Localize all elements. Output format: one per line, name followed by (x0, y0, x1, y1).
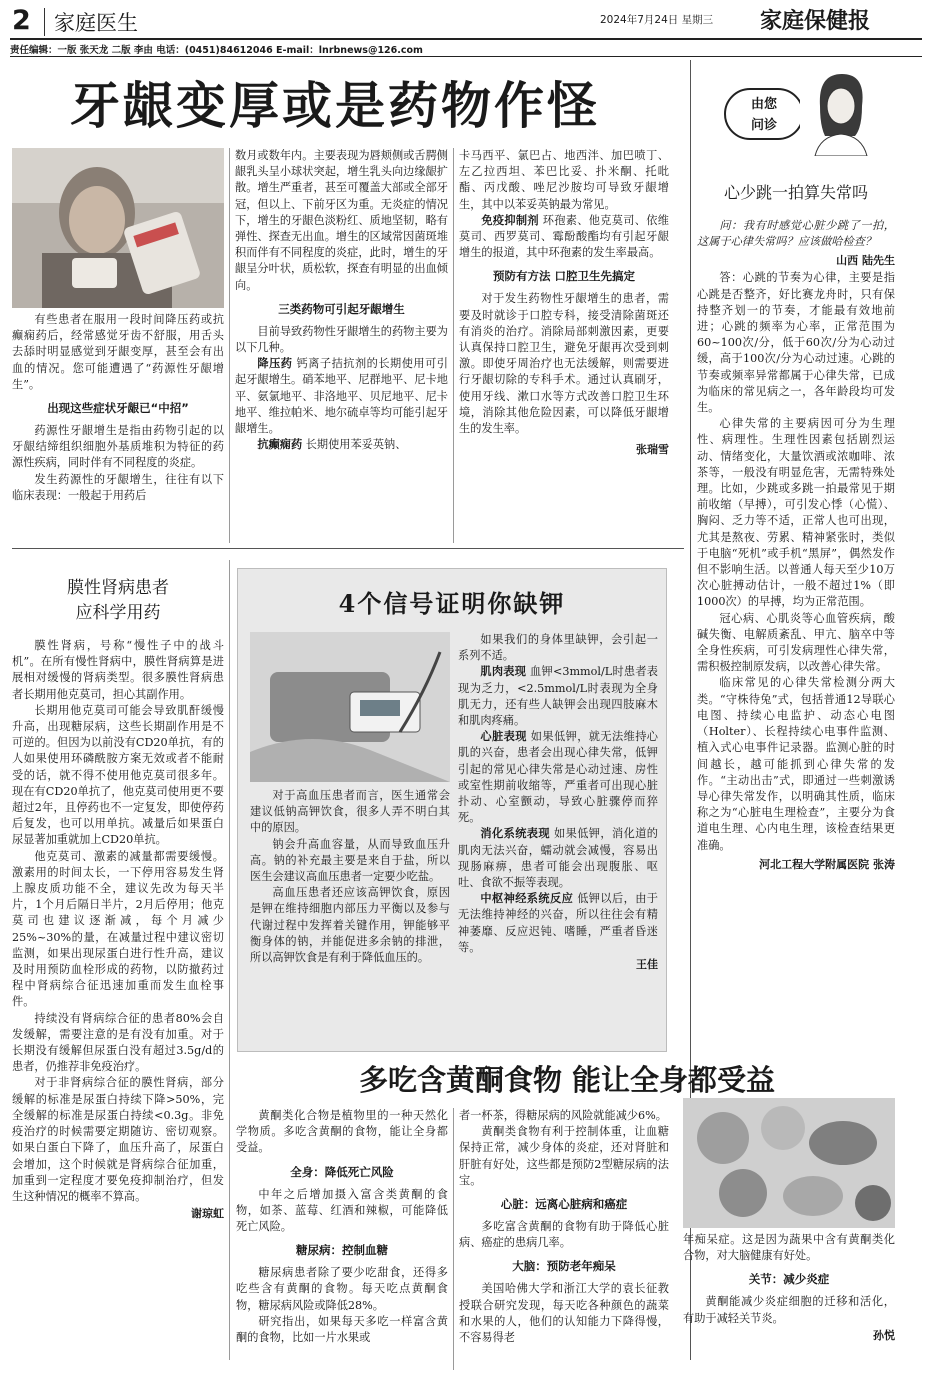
editor-info: 责任编辑：一版 张天龙 二版 李由 电话：(0451)84612046 E-mail：lnrbnews@126.com (10, 45, 423, 56)
paragraph: 答：心跳的节奏为心律，主要是指心跳是否整齐，好比赛龙舟时，只有保持整齐划一的节奏，才能最有效地前进；心跳的频率为心率，正常范围为60~100次/分，低于60次/分为心动过缓，高于100次/分为心动过速。心跳的节奏或频率异常都属于心律失常，已成为临床的常见病之一，各年龄段均可发生。 (697, 271, 895, 415)
paragraph: 持续没有肾病综合征的患者80%会自发缓解，需要注意的是有没有加重。对于长期没有缓解但尿蛋白没有超过3.5g/d的患者，仍推荐非免疫治疗。 (12, 1011, 224, 1074)
paragraph-text: 长期使用苯妥英钠、 (302, 438, 407, 452)
paragraph: 卡马西平、氯巴占、地西泮、加巴喷丁、左乙拉西坦、苯巴比妥、扑米酮、托吡酯、丙戊酸、唑尼沙胺均可导致牙龈增生，其中以苯妥英钠最为常见。 (459, 149, 669, 211)
paragraph: 临床常见的心律失常检测分两大类。“守株待兔”式，包括普通12导联心电图、持续心电监护、动态心电图（Holter）、长程持续心电事件监测、植入式心电事件记录器。监测心脏的时间越长，越可能抓到心律失常的发作。“主动出击”式，即通过一些刺激诱导心律失常发作，以明确其性质，临床称之为“心脏电生理检查”，主要分为食道电生理、心内电生理，该检查结果更准确。 (697, 676, 895, 852)
paragraph: 者一杯茶，得糖尿病的风险就能减少6%。 (459, 1109, 667, 1122)
subheading: 糖尿病：控制血糖 (296, 1243, 388, 1258)
blood-pressure-photo (250, 632, 450, 782)
badge-line: 问诊 (750, 118, 777, 133)
article-author: 孙悦 (873, 1328, 895, 1342)
article-column (459, 1108, 669, 1370)
paragraph: 对于非肾病综合征的膜性肾病，部分缓解的标准是尿蛋白持续下降>50%，完全缓解的标准是尿蛋白持续<0.3g。非免疫治疗的时候需要定期随访、密切观察。如果白蛋白下降了，血压升高了，尿蛋白会增加，这个时候就是肾病综合征加重，加重到一定程度才要免疫抑制治疗，但发生这种情况的概率不算高。 (12, 1076, 224, 1203)
paragraph: 糖尿病患者除了要少吃甜食，还得多吃些含有黄酮的食物。每天吃点黄酮食物，糖尿病风险或降低28%。 (236, 1266, 448, 1312)
paragraph: 膜性肾病，号称“慢性子中的战斗机”。在所有慢性肾病中，膜性肾病算是进展相对缓慢的肾病类型。很多膜性肾病患者长期用他克莫司，担心其副作用。 (12, 639, 224, 701)
badge-line: 由您 (750, 97, 777, 112)
paragraph-text: 环孢素、他克莫司、依维莫司、西罗莫司、霉酚酸酯均有引起牙龈增生的报道，其中环孢素的发生率最高。 (459, 213, 669, 260)
paragraph: 对于高血压患者而言，医生通常会建议低钠高钾饮食，很多人弄不明白其中的原因。 (250, 789, 450, 835)
subheading: 大脑：预防老年痴呆 (512, 1259, 616, 1274)
paragraph (235, 437, 448, 453)
paragraph (458, 729, 658, 826)
subheading: 出现这些症状牙龈已“中招” (47, 401, 189, 416)
paragraph (458, 664, 658, 729)
article-column (12, 312, 224, 542)
paragraph (459, 213, 669, 262)
article-title: 牙龈变厚或是药物作怪 (70, 76, 600, 135)
article-author: 河北工程大学附属医院 张涛 (759, 857, 895, 871)
inline-heading: 免疫抑制剂 (481, 213, 539, 227)
inline-heading: 降压药 (257, 357, 293, 371)
paragraph: 多吃富含黄酮的食物有助于降低心脏病、癌症的患病几率。 (459, 1220, 669, 1250)
article-column (683, 1232, 895, 1372)
paragraph: 心律失常的主要病因可分为生理性、病理性。生理性因素包括剧烈运动、情绪变化，大量饮酒或浓咖啡、浓茶等，一般没有明显危害，无需特殊处理。比如，少跳或多跳一拍最常见于期前收缩（早搏），可引发心悸（心慌）、胸闷、乏力等不适，正常人也可出现，尤其是熬夜、劳累、精神紧张时，类似于电脑“死机”或手机“黑屏”，偶然发作但不影响生活。以普通人每天至少10万次心脏搏动估计，一般不超过1%（即1000次）的早搏，均为正常范围。 (697, 417, 895, 609)
qa-title: 心少跳一拍算失常吗 (723, 183, 868, 202)
paragraph: 冠心病、心肌炎等心血管疾病，酸碱失衡、电解质紊乱、甲亢、脑卒中等全身性疾病，可引发病理性心律失常，需积极控制原发病，以改善心律失常。 (697, 611, 895, 674)
issue-date: 2024年7月24日 星期三 (600, 14, 714, 26)
inline-heading: 中枢神经系统反应 (480, 892, 574, 906)
paragraph: 黄酮能减少炎症细胞的迁移和活化，有助于减轻关节炎。 (683, 1295, 895, 1325)
paragraph: 年痴呆症。这是因为蔬果中含有黄酮类化合物，对大脑健康有好处。 (683, 1233, 895, 1263)
article-author: 王佳 (636, 958, 658, 972)
inline-heading: 心脏表现 (480, 730, 527, 744)
paragraph-text: 低钾以后，由于无法维持神经的兴奋，所以往往会有精神萎靡、反应迟钝、嗜睡，严重者昏迷等。 (458, 892, 658, 954)
paragraph (458, 826, 658, 891)
doctor-portrait-sketch (800, 66, 880, 156)
article-column (458, 632, 658, 1050)
article-column (250, 788, 450, 1050)
section-name: 家庭医生 (54, 11, 138, 35)
paragraph: 对于发生药物性牙龈增生的患者，需要及时就诊于口腔专科，接受清除菌斑还有消炎的治疗。消除局部刺激因素，更要认真保持口腔卫生，避免牙龈再次受到刺激。即使牙周治疗也无法缓解，则需要进行牙龈切除的专科手术。通过认真刷牙，使用牙线、漱口水等方式改善口腔卫生环境，消除其他危险因素，可以降低牙龈增生的发生率。 (459, 292, 669, 436)
paragraph-text: 血钾<3mmol/L时患者表现为乏力，<2.5mmol/L时表现为全身肌无力，还有些人缺钾会出现四肢麻木和肌肉疼痛。 (458, 665, 658, 728)
paragraph: 数月或数年内。主要表现为唇颊侧或舌腭侧龈乳头呈小球状突起，增生乳头向边缘龈扩散。增生严重者，甚至可覆盖大部或全部牙冠，但以上、下前牙区为重。无炎症的情况下，增生的牙龈色淡粉红、质地坚韧，略有弹性、探查无出血。增生的区域常因菌斑堆积而伴有不同程度的炎症，此时，增生的牙龈呈分叶状，质松软，探查有明显的出血倾向。 (235, 149, 448, 292)
article-column (459, 148, 669, 543)
inline-heading: 肌肉表现 (480, 665, 527, 679)
subheading: 预防有方法 口腔卫生先搞定 (492, 269, 635, 284)
paragraph: 发生药源性的牙龈增生，往往有以下临床表现：一般起于用药后 (12, 472, 224, 502)
paragraph: 高血压患者还应该高钾饮食，原因是钾在维持细胞内部压力平衡以及参与代谢过程中发挥着关键作用，钾能够平衡身体的钠，并能促进多余钠的排泄，所以高钾饮食是有利于降低血压的。 (250, 886, 450, 965)
paragraph-text: 如果低钾，消化道的肌肉无法兴奋，蠕动就会减慢，容易出现肠麻痹，患者可能会出现腹胀、呕吐、食欲不振等表现。 (458, 827, 658, 890)
paragraph: 药源性牙龈增生是指由药物引起的以牙龈结缔组织细胞外基质堆积为特征的药源性疾病，同时伴有不同程度的炎症。 (12, 424, 224, 470)
subheading: 全身：降低死亡风险 (290, 1164, 394, 1179)
article-column (236, 1108, 448, 1370)
subheading: 关节：减少炎症 (748, 1272, 830, 1287)
paragraph: 美国哈佛大学和浙江大学的袁长征教授联合研究发现，每天吃各种颜色的蔬菜和水果的人，他们的认知能力下降得慢，不容易得老 (459, 1282, 669, 1345)
paragraph: 钠会升高血容量，从而导致血压升高。钠的补充最主要是来自于盐，所以医生会建议高血压患者一定要少吃盐。 (250, 837, 450, 884)
subheading: 三类药物可引起牙龈增生 (278, 301, 405, 316)
paragraph: 他克莫司、激素的减量都需要缓慢。激素用的时间太长，一下停用容易发生肾上腺皮质功能不全，建议先改为每天半片，1个月后隔日半片，2月后停用；他克莫司也建议逐渐减，每个月减少25%~30%的量，在减量过程中建议密切监测，如果出现尿蛋白进行性升高，建议及时用预防血栓形成的药物，以防撤药过程中肾病综合征迅速加重而发生血栓事件。 (12, 849, 224, 1009)
paragraph: 长期用他克莫司可能会导致肌酐缓慢升高，出现糖尿病，这些长期副作用是不可逆的。但因为以前没有CD20单抗，有的人如果使用环磷酰胺方案无效或者不能耐受的话，就不得不使用他克莫司很多年。现在有CD20单抗了，他克莫司使用更不要超过2年，且停药也不一定复发，即使停药后复发，也可以用单抗。减量后如果蛋白尿显著加重就加上CD20单抗。 (12, 703, 224, 847)
photo-caption: 有些患者在服用一段时间降压药或抗癫痫药后，经常感觉牙齿不舒服，用舌头去舔时明显感觉到牙龈变厚，甚至会有出血的情况。您可能遭遇了“药源性牙龈增生”。 (12, 313, 224, 391)
article-title: 多吃含黄酮食物 能让全身都受益 (358, 1063, 776, 1097)
fruits-vegetables-photo (683, 1098, 895, 1228)
ask-doctor-badge (724, 88, 804, 140)
paragraph-text: 钙离子拮抗剂的长期使用可引起牙龈增生。硝苯地平、尼群地平、尼卡地平、氨氯地平、非洛地平、贝尼地平、尼卡地平、维拉帕米、地尔硫卓等均可能引起牙龈增生。 (235, 357, 448, 436)
paragraph: 如果我们的身体里缺钾，会引起一系列不适。 (458, 633, 658, 663)
paragraph: 研究指出，如果每天多吃一样富含黄酮的食物，比如一片水果或 (236, 1314, 448, 1345)
subheading: 心脏：远离心脏病和癌症 (500, 1197, 628, 1212)
paragraph: 黄酮类化合物是植物里的一种天然化学物质。多吃含黄酮的食物，能让全身都受益。 (236, 1109, 448, 1155)
question: 问：我有时感觉心脏少跳了一拍，这属于心律失常吗？应该做哈检查？ (697, 219, 895, 249)
article-title: 应科学用药 (75, 603, 161, 623)
inline-heading: 抗癫痫药 (257, 438, 303, 452)
paper-name: 家庭保健报 (760, 8, 871, 34)
article-author: 张瑞雪 (636, 443, 669, 457)
elderly-woman-medication-photo (12, 148, 224, 308)
paragraph: 黄酮类食物有利于控制体重，让血糖保持正常，减少身体的炎症，还对肾脏和肝脏有好处，这些都是预防2型糖尿病的法宝。 (459, 1125, 669, 1187)
paragraph-text: 如果低钾，就无法维持心肌的兴奋，患者会出现心律失常，低钾引起的常见心律失常是心动过速、房性或室性期前收缩等，严重者可出现心脏扑动、心室颤动，导致心脏骤停而猝死。 (458, 730, 658, 825)
paragraph (235, 356, 448, 437)
article-title: 4个信号证明你缺钾 (338, 589, 566, 618)
article-column (235, 148, 448, 543)
asker-name: 山西 陆先生 (836, 254, 895, 268)
paragraph: 中年之后增加摄入富含类黄酮的食物，如茶、蓝莓、红酒和辣椒，可能降低死亡风险。 (236, 1187, 448, 1234)
article-author: 谢琼虹 (191, 1207, 224, 1221)
article-title: 膜性肾病患者 (67, 578, 169, 598)
article-column (12, 576, 224, 1371)
paragraph (458, 891, 658, 956)
page-number: 2 (12, 5, 31, 36)
paragraph: 目前导致药物性牙龈增生的药物主要为以下几种。 (235, 324, 448, 355)
inline-heading: 消化系统表现 (480, 827, 551, 841)
